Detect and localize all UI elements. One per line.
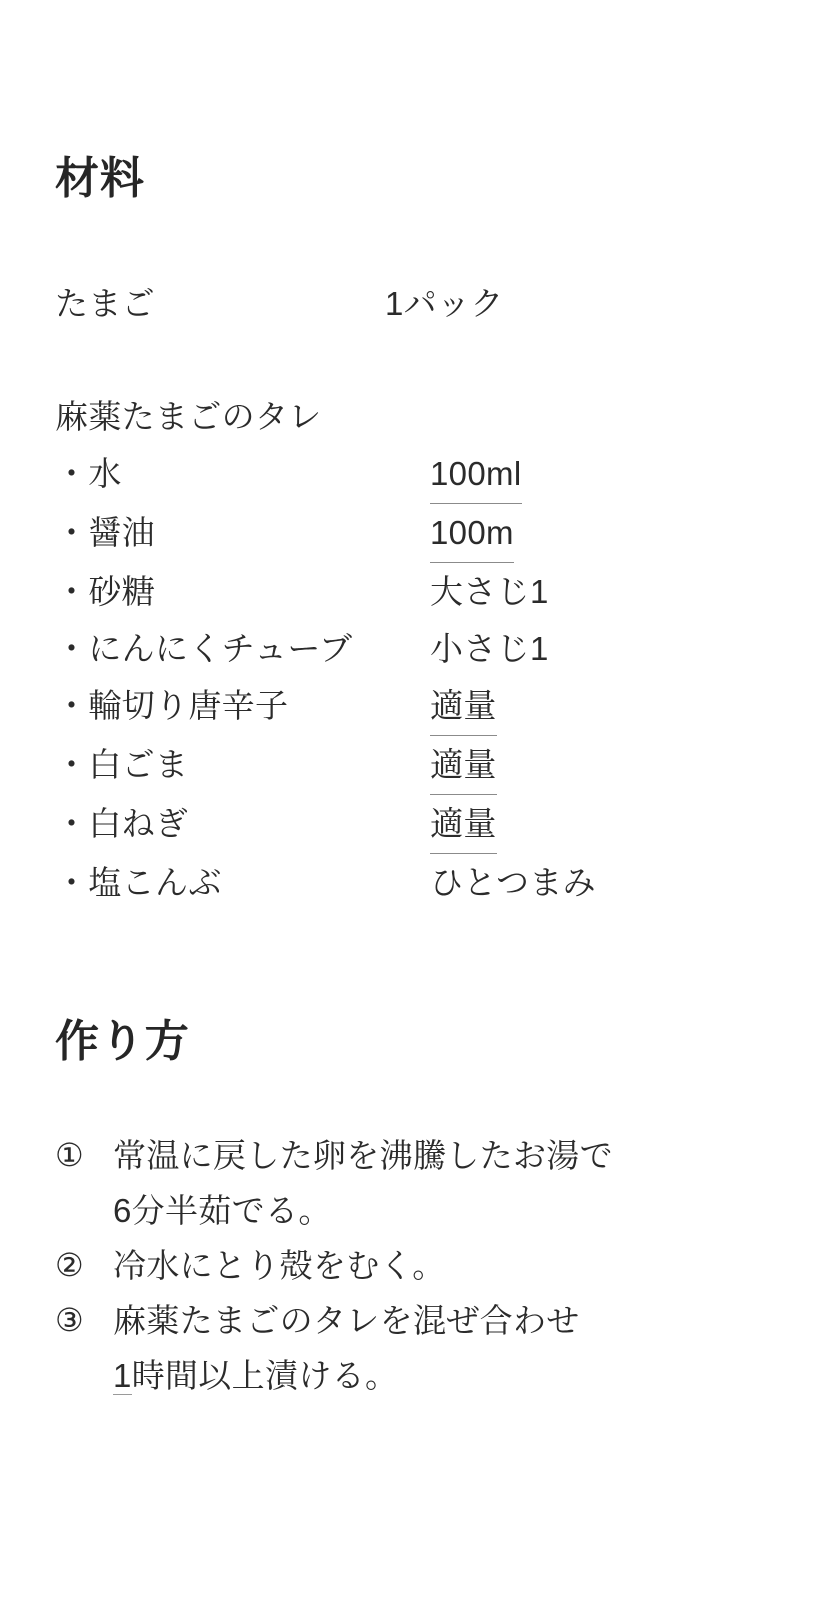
- step-text: [113, 1293, 775, 1403]
- step-line-emphasis: 1: [113, 1357, 132, 1394]
- step-item: [55, 1238, 775, 1293]
- step-text: [113, 1238, 775, 1293]
- ingredient-amount: 適量: [430, 795, 497, 854]
- ingredient-row: [55, 275, 504, 332]
- steps-list: [55, 1128, 775, 1403]
- ingredient-amount: ひとつまみ: [430, 864, 596, 901]
- step-line: [113, 1348, 775, 1403]
- step-text: [113, 1128, 775, 1238]
- step-line: 麻薬たまごのタレを混ぜ合わせ: [113, 1302, 580, 1339]
- ingredient-name: ・白ねぎ: [55, 805, 189, 842]
- step-marker: ③: [55, 1302, 85, 1338]
- ingredient-row: [55, 677, 596, 736]
- ingredient-row: [55, 563, 596, 620]
- ingredient-row: [55, 620, 596, 677]
- step-line-rest: 時間以上漬ける。: [131, 1357, 399, 1394]
- ingredients-heading: 材料: [55, 154, 145, 203]
- step-item: [55, 1293, 775, 1403]
- ingredient-name: ・醤油: [55, 514, 155, 551]
- step-line: 冷水にとり殻をむく。: [113, 1247, 446, 1284]
- ingredient-amount: 大さじ1: [430, 573, 549, 610]
- ingredient-row: [55, 736, 596, 795]
- ingredient-amount: 適量: [430, 736, 497, 795]
- sauce-ingredient-list: [55, 388, 596, 911]
- step-line: 常温に戻した卵を沸騰したお湯で: [113, 1137, 613, 1174]
- ingredient-row: [55, 854, 596, 911]
- sauce-label: 麻薬たまごのタレ: [55, 398, 322, 435]
- ingredient-name: ・にんにくチューブ: [55, 630, 353, 667]
- ingredient-amount: 1パック: [385, 285, 504, 322]
- step-item: [55, 1128, 775, 1238]
- ingredient-name: ・砂糖: [55, 573, 155, 610]
- ingredient-row: [55, 445, 596, 504]
- ingredient-amount: 適量: [430, 677, 497, 736]
- ingredient-name: ・塩こんぶ: [55, 864, 222, 901]
- ingredient-name: ・水: [55, 455, 122, 492]
- ingredient-name: たまご: [55, 285, 155, 322]
- ingredient-name: ・白ごま: [55, 746, 189, 783]
- steps-heading: 作り方: [55, 1017, 190, 1066]
- main-ingredient-list: [55, 275, 504, 332]
- ingredient-row: [55, 504, 596, 563]
- ingredient-row: [55, 795, 596, 854]
- ingredient-name: ・輪切り唐辛子: [55, 687, 289, 724]
- step-line: 6分半茹でる。: [113, 1192, 332, 1229]
- ingredient-amount: 小さじ1: [430, 630, 549, 667]
- step-marker: ②: [55, 1247, 85, 1283]
- ingredient-amount: 100ml: [430, 445, 522, 504]
- ingredient-amount: 100m: [430, 504, 514, 563]
- step-marker: ①: [55, 1137, 85, 1173]
